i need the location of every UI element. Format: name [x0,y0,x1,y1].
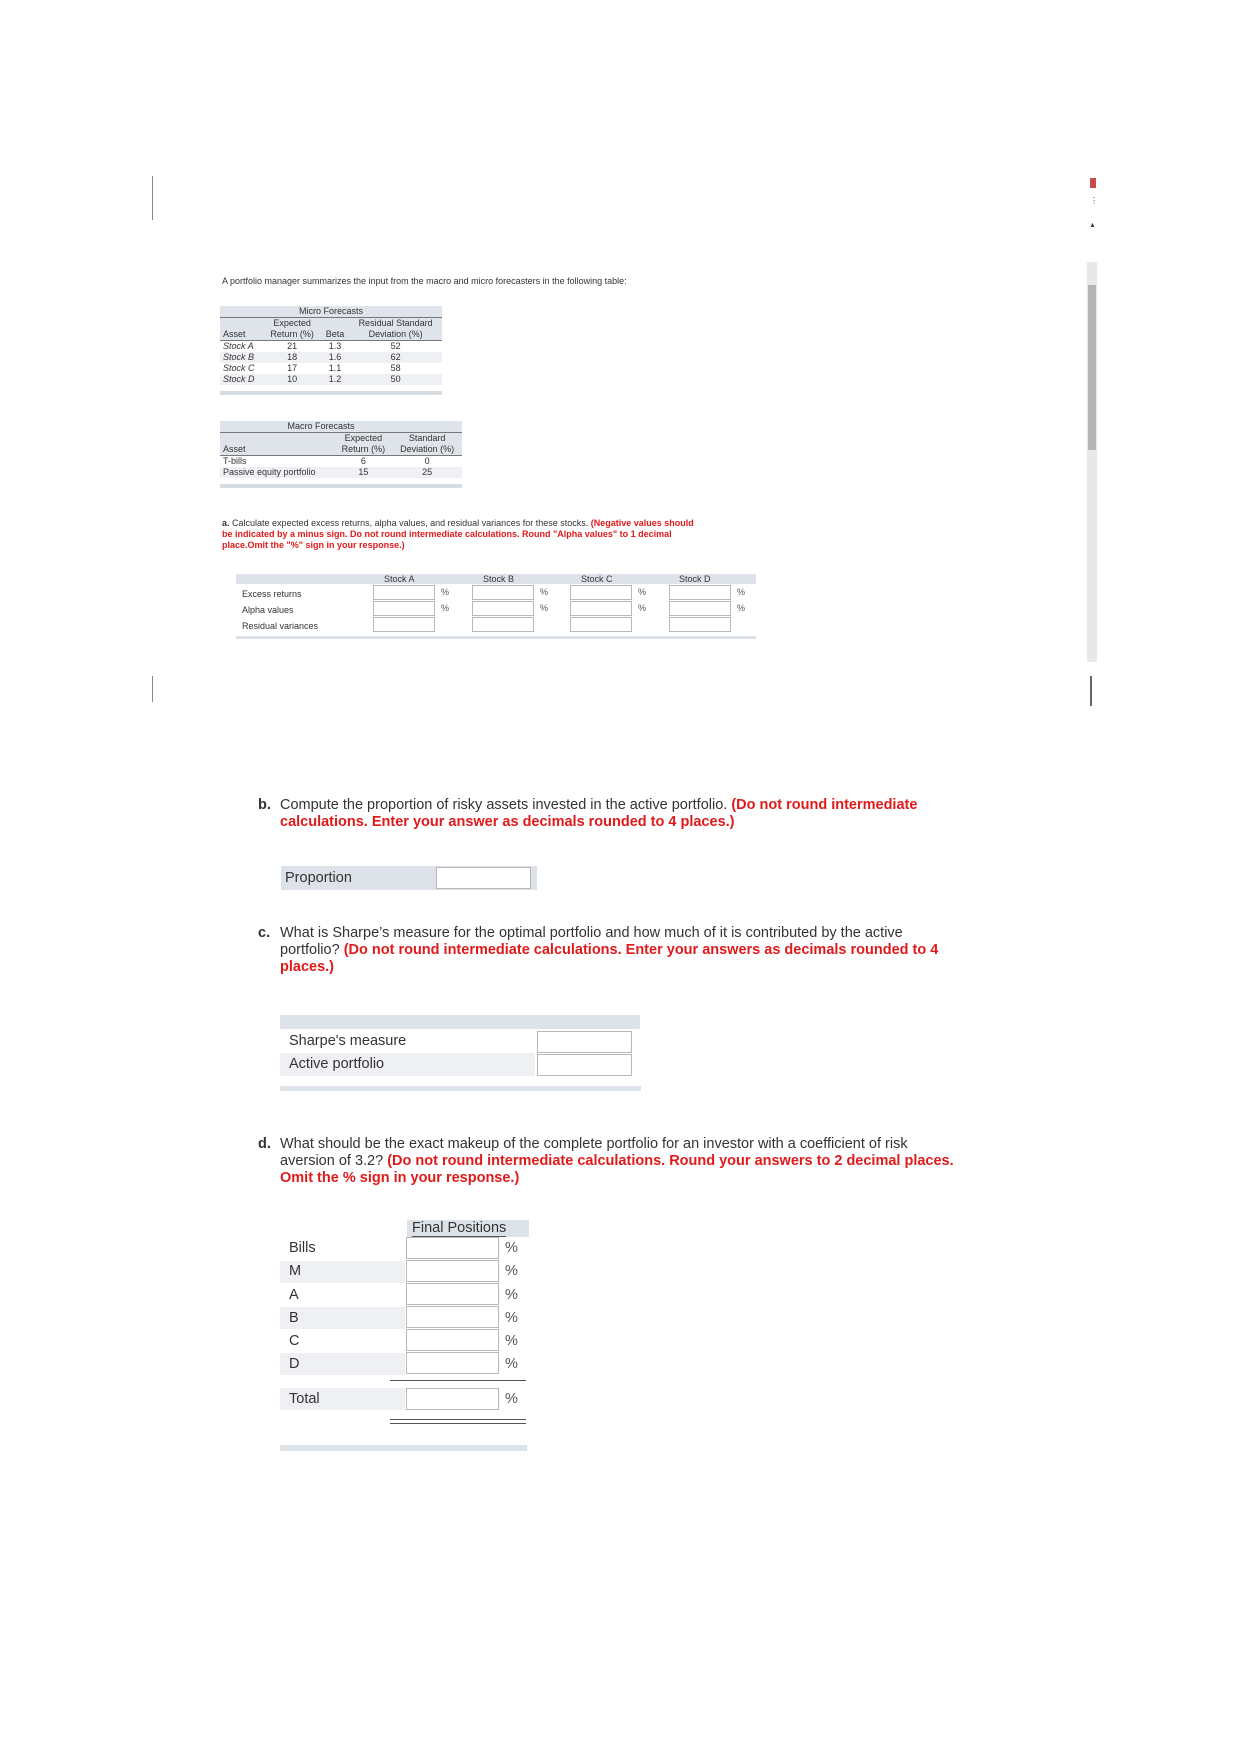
micro-r0-c0: Stock A [223,341,254,351]
part-a-text: Calculate expected excess returns, alpha values, and residual variances for these stocks. [232,518,589,528]
micro-forecasts-table [220,306,442,395]
percent-unit: % [737,603,746,613]
part-a-row-residual-variances: Residual variances [242,621,319,631]
percent-unit: % [505,1333,518,1349]
micro-h-bot-2: Beta [325,329,345,339]
a-position-input[interactable] [406,1283,499,1305]
row-label-m: M [289,1263,302,1279]
total-position-input[interactable] [406,1388,499,1410]
part-a-instruction: (Negative values should be indicated by a minus sign. Do not round intermediate calculations. Round "Alpha values" to 1 decimal place.Omit the "%" sign in your response.) [222,518,694,550]
micro-r2-c0: Stock C [223,363,255,373]
percent-unit: % [505,1240,518,1256]
micro-h-bot-3: Deviation (%) [368,329,423,339]
part-d-question [258,1136,958,1192]
excess-return-stock-a-input[interactable] [373,585,435,600]
part-a-answer-table [236,574,756,644]
residual-variance-stock-c-input[interactable] [570,617,632,632]
macro-h-bot-2: Deviation (%) [400,444,455,454]
alpha-stock-b-input[interactable] [472,601,534,616]
micro-r2-c1: 17 [287,363,298,373]
macro-table-title: Macro Forecasts [220,421,462,433]
proportion-label: Proportion [285,870,352,886]
total-double-rule-1 [390,1419,526,1420]
row-shade-b [280,1307,405,1329]
active-portfolio-input[interactable] [537,1054,632,1076]
macro-r0-c2: 0 [424,456,430,466]
b-position-input[interactable] [406,1306,499,1328]
scrollbar-grip-icon: ⋮ [1090,196,1098,205]
macro-r1-c2: 25 [422,467,433,477]
percent-unit: % [505,1287,518,1303]
part-c-header-bar [280,1015,640,1029]
percent-unit: % [505,1310,518,1326]
macro-r0-c1: 6 [360,456,366,466]
part-a-row-alpha-values: Alpha values [242,605,294,615]
alpha-stock-d-input[interactable] [669,601,731,616]
percent-unit: % [638,603,647,613]
micro-r1-c3: 62 [390,352,401,362]
micro-r1-c0: Stock B [223,352,255,362]
micro-r2-c2: 1.1 [328,363,342,373]
part-a-col-stock-a: Stock A [384,574,415,584]
d-position-input[interactable] [406,1352,499,1374]
percent-unit: % [441,603,450,613]
micro-h-bot-1: Return (%) [270,329,314,339]
part-b-instruction: (Do not round intermediate calculations. Enter your answer as decimals rounded to 4 places.) [280,797,918,830]
final-positions-header: Final Positions [412,1220,507,1236]
table-row [220,341,442,353]
scrollbar-thumb[interactable] [1088,285,1096,450]
macro-r1-c0: Passive equity portfolio [223,467,316,477]
macro-r1-c1: 15 [358,467,369,477]
sharpe-measure-input[interactable] [537,1031,632,1053]
right-margin-line [1090,676,1092,706]
micro-r3-c3: 50 [390,374,401,384]
part-a-question [222,518,702,551]
micro-table-title: Micro Forecasts [220,306,442,318]
part-b-question [258,797,958,837]
proportion-input[interactable] [436,867,531,889]
part-b-text: Compute the proportion of risky assets invested in the active portfolio. [280,797,728,813]
part-c-question [258,925,958,981]
total-double-rule-2 [390,1423,526,1424]
m-position-input[interactable] [406,1260,499,1282]
part-d-bottom-rule [280,1445,527,1451]
left-margin-line-bottom [152,676,153,702]
part-d-text: What should be the exact makeup of the complete portfolio for an investor with a coefficient of risk aversion of 3.2? [280,1136,908,1169]
scrollbar-top-marker [1090,178,1096,188]
row-label-d: D [289,1356,300,1372]
macro-h-top-2: Standard [408,433,446,443]
percent-unit: % [540,587,549,597]
part-b-letter: b. [258,797,271,813]
macro-r0-c0: T-bills [223,456,247,466]
percent-unit: % [505,1263,518,1279]
percent-unit: % [505,1391,518,1407]
micro-r0-c1: 21 [287,341,298,351]
c-position-input[interactable] [406,1329,499,1351]
micro-r3-c0: Stock D [223,374,255,384]
micro-r0-c2: 1.3 [328,341,342,351]
micro-table-grid [220,318,442,385]
row-label-c: C [289,1333,300,1349]
excess-return-stock-b-input[interactable] [472,585,534,600]
row-label-bills: Bills [289,1240,316,1256]
table-row [220,363,442,374]
sharpe-measure-label: Sharpe's measure [289,1033,407,1049]
part-c-letter: c. [258,925,271,941]
macro-h-bot-0: Asset [223,444,246,454]
table-row [220,352,442,363]
part-d-instruction: (Do not round intermediate calculations. Round your answers to 2 decimal places. Omit the % sign in your response.) [280,1153,954,1186]
micro-r0-c3: 52 [390,341,401,351]
table-row [220,467,462,478]
residual-variance-stock-b-input[interactable] [472,617,534,632]
micro-r3-c2: 1.2 [328,374,342,384]
micro-h-bot-0: Asset [223,329,246,339]
percent-unit: % [441,587,450,597]
scroll-up-arrow-icon[interactable]: ▲ [1089,222,1096,229]
part-a-col-stock-d: Stock D [679,574,711,584]
macro-h-bot-1: Return (%) [341,444,386,454]
row-label-b: B [289,1310,299,1326]
left-margin-line-top [152,176,153,220]
macro-h-top-1: Expected [344,433,383,443]
micro-r3-c1: 10 [287,374,298,384]
micro-table-bottom-rule [220,391,442,395]
alpha-stock-c-input[interactable] [570,601,632,616]
part-a-col-stock-b: Stock B [483,574,515,584]
percent-unit: % [737,587,746,597]
micro-r1-c2: 1.6 [328,352,342,362]
part-c-text: What is Sharpe’s measure for the optimal portfolio and how much of it is contributed by the active portfolio? [280,925,903,958]
part-d-letter: d. [258,1136,271,1152]
part-a-letter: a. [222,518,230,528]
percent-unit: % [638,587,647,597]
total-top-rule [390,1380,526,1381]
micro-h-top-2 [321,318,349,329]
residual-variance-stock-a-input[interactable] [373,617,435,632]
macro-forecasts-table [220,421,462,488]
intro-text: A portfolio manager summarizes the input from the macro and micro forecasters in the following table: [222,276,627,286]
macro-table-bottom-rule [220,484,462,488]
excess-return-stock-c-input[interactable] [570,585,632,600]
percent-unit: % [540,603,549,613]
table-row [220,374,442,385]
table-row [220,456,462,468]
row-label-total: Total [289,1391,320,1407]
micro-h-top-1: Expected [273,318,311,328]
part-a-row-excess-returns: Excess returns [242,589,302,599]
macro-table-grid [220,433,462,478]
row-label-a: A [289,1287,299,1303]
percent-unit: % [505,1356,518,1372]
macro-h-top-0 [220,433,335,444]
micro-r2-c3: 58 [390,363,401,373]
micro-r1-c1: 18 [287,352,298,362]
micro-h-top-3: Residual Standard [358,318,433,328]
residual-variance-stock-d-input[interactable] [669,617,731,632]
part-a-bottom-rule [236,636,756,639]
micro-h-top-0 [220,318,263,329]
bills-position-input[interactable] [406,1237,499,1259]
part-c-instruction: (Do not round intermediate calculations. Enter your answers as decimals rounded to 4 places.) [280,942,939,975]
part-c-bottom-rule [280,1086,641,1091]
part-a-col-stock-c: Stock C [581,574,613,584]
alpha-stock-a-input[interactable] [373,601,435,616]
excess-return-stock-d-input[interactable] [669,585,731,600]
active-portfolio-label: Active portfolio [289,1056,385,1072]
